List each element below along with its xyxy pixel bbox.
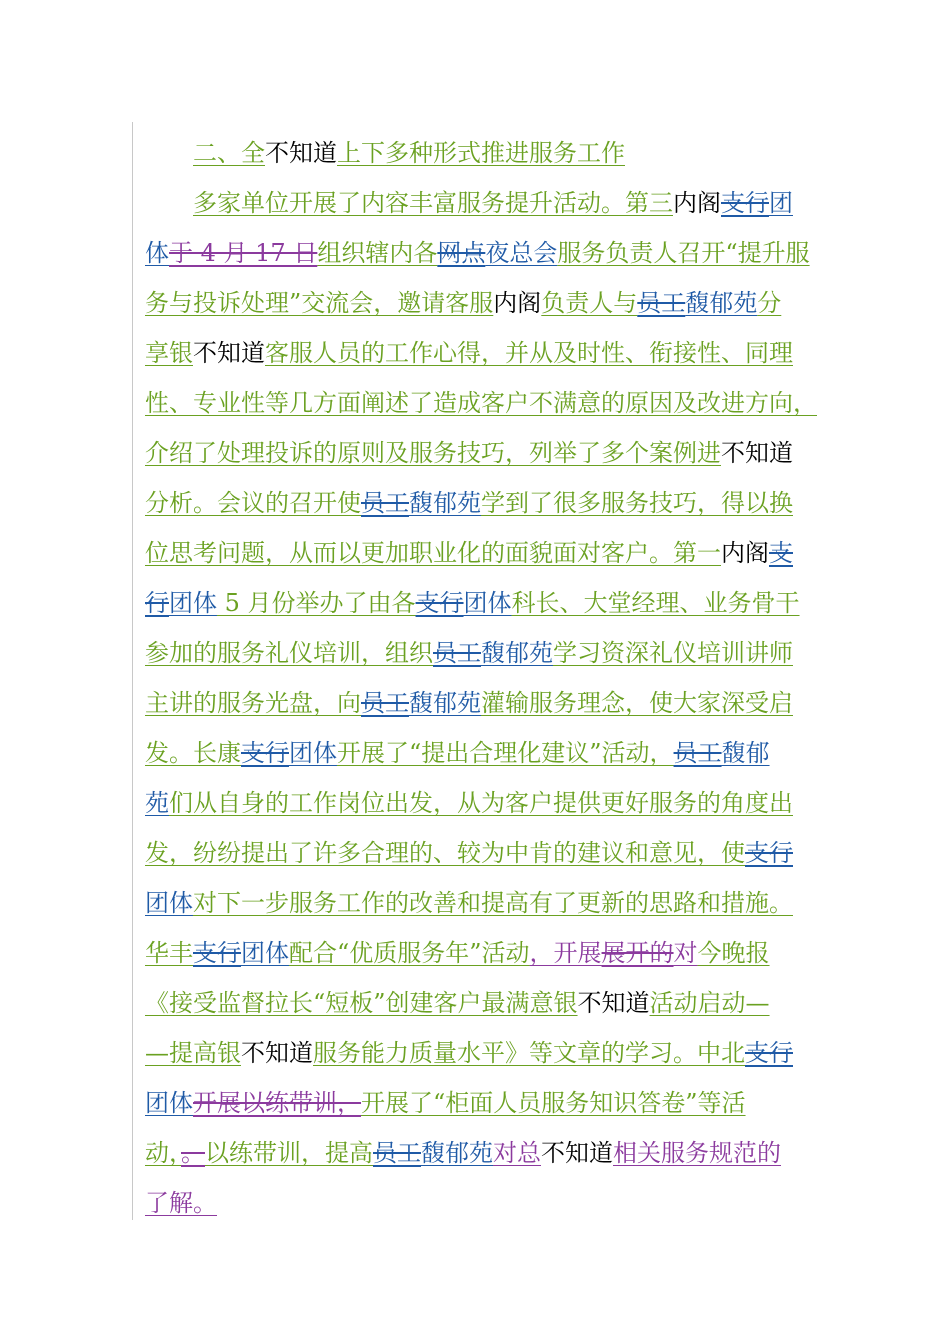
plain-text: 不知道 — [541, 1139, 613, 1167]
inserted-text: 们从自身的工作岗位出发，从为客户提供更好服务的角度出 — [169, 789, 793, 817]
inserted-text: 配合“优质服务年”活动 — [289, 939, 530, 967]
deleted-text: 网点 — [437, 239, 486, 267]
text-line — [145, 678, 813, 728]
text-line — [145, 728, 813, 778]
plain-text: 不知道 — [241, 1039, 313, 1067]
plain-text: 不知道 — [193, 339, 265, 367]
inserted-text: 馥郁苑 — [421, 1139, 493, 1167]
page-margin-rule — [132, 122, 133, 1220]
text-line — [145, 1078, 813, 1128]
inserted-text: 馥郁苑 — [685, 289, 758, 317]
inserted-text: 发，纷纷提出了许多合理的、较为中肯的建议和意见，使 — [145, 839, 745, 867]
deleted-text: 支行 — [193, 939, 241, 967]
inserted-text: 对总 — [493, 1139, 541, 1167]
inserted-text: 馥郁苑 — [409, 489, 481, 517]
inserted-text: ，开展 — [529, 939, 602, 967]
deleted-text: 员工 — [361, 689, 409, 717]
inserted-text: 享银 — [145, 339, 193, 367]
text-line — [145, 978, 813, 1028]
deleted-text: 员工 — [361, 489, 409, 517]
plain-text: 不知道 — [577, 989, 650, 1017]
inserted-text: 主讲的服务光盘，向 — [145, 689, 361, 717]
inserted-text: 团体 — [463, 589, 512, 617]
text-line — [145, 1128, 813, 1178]
inserted-text: 灌输服务理念，使大家深受启 — [481, 689, 793, 717]
inserted-text: 相关服务规范的 — [613, 1139, 781, 1167]
inserted-text: 以练带训，提高 — [205, 1139, 373, 1167]
inserted-text: 二、全 — [193, 139, 265, 167]
text-line — [145, 278, 813, 328]
deleted-text: 展开的 — [601, 939, 674, 967]
text-line — [145, 228, 813, 278]
inserted-text: 体 — [145, 239, 169, 267]
inserted-text: 团体 — [145, 889, 193, 917]
inserted-text: 团体 — [241, 939, 289, 967]
plain-text: 内阁 — [673, 189, 721, 217]
inserted-text: 开展了“柜面人员服务知识答卷”等活 — [361, 1089, 746, 1117]
inserted-text: 负责人与 — [541, 289, 638, 317]
inserted-text: 服务负责人召开“提升服 — [557, 239, 810, 267]
text-line — [145, 628, 813, 678]
text-line — [145, 1178, 813, 1228]
inserted-text: 开展了“提出合理化建议”活动， — [337, 739, 674, 767]
inserted-text: 上下多种形式推进服务工作 — [337, 139, 625, 167]
inserted-text: 华丰 — [145, 939, 193, 967]
text-line — [145, 928, 813, 978]
deleted-text: 支 — [769, 539, 793, 567]
inserted-text: 对下一步服务工作的改善和提高有了更新的思路和措施。 — [193, 889, 793, 917]
deleted-text: 开展以练带训， — [193, 1089, 361, 1117]
inserted-text: 馥郁 — [721, 739, 770, 767]
inserted-text: 5 月份举办了由各 — [217, 589, 416, 617]
inserted-text: 馥郁苑 — [409, 689, 481, 717]
inserted-text: 参加的服务礼仪培训，组织 — [145, 639, 433, 667]
inserted-text: 对 — [673, 939, 698, 967]
inserted-text: 发。长康 — [145, 739, 241, 767]
deleted-text: 行 — [145, 589, 169, 617]
inserted-text: 馥郁苑 — [481, 639, 553, 667]
inserted-text: 活动启动— — [649, 989, 770, 1017]
text-line — [145, 328, 813, 378]
deleted-text: 员工 — [673, 739, 722, 767]
text-line — [145, 478, 813, 528]
inserted-text: 团体 — [169, 589, 217, 617]
deleted-text: 员工 — [433, 639, 481, 667]
deleted-text: 支行 — [241, 739, 289, 767]
inserted-text: 客服人员的工作心得，并从及时性、衔接性、同理 — [265, 339, 793, 367]
inserted-text: 《接受监督拉长“短板”创建客户最满意银 — [145, 989, 578, 1017]
text-line — [145, 428, 813, 478]
plain-text: 内阁 — [493, 289, 542, 317]
inserted-text: 团体 — [289, 739, 337, 767]
text-line — [145, 1028, 813, 1078]
inserted-text: 团体 — [145, 1089, 193, 1117]
deleted-text: 支行 — [721, 189, 769, 217]
deleted-text: 员工 — [637, 289, 686, 317]
inserted-text: 今晚报 — [697, 939, 770, 967]
plain-text: 不知道 — [265, 139, 337, 167]
inserted-text: 多家单位开展了内容丰富服务提升活动。第三 — [193, 189, 673, 217]
inserted-text: 科长、大堂经理、业务骨干 — [511, 589, 800, 617]
inserted-text: 苑 — [145, 789, 169, 817]
plain-text: 不知道 — [721, 439, 793, 467]
inserted-text: 学习资深礼仪培训讲师 — [553, 639, 793, 667]
inserted-text: 组织辖内各 — [317, 239, 438, 267]
text-line — [145, 178, 813, 228]
inserted-text: 介绍了处理投诉的原则及服务技巧，列举了多个案例进 — [145, 439, 721, 467]
inserted-text: 动， — [145, 1139, 181, 1167]
inserted-text: 性、专业性等几方面阐述了造成客户不满意的原因及改进方向， — [145, 389, 817, 417]
inserted-text: 位思考问题，从而以更加职业化的面貌面对客户。第一 — [145, 539, 721, 567]
text-line — [145, 378, 817, 428]
inserted-text: 团 — [769, 189, 793, 217]
deleted-text: 支行 — [415, 589, 464, 617]
deleted-text: 。 — [181, 1139, 205, 1167]
inserted-text: 分 — [757, 289, 782, 317]
inserted-text: 学到了很多服务技巧，得以换 — [481, 489, 793, 517]
inserted-text: 务与投诉处理”交流会，邀请客服 — [145, 289, 494, 317]
inserted-text: —提高银 — [145, 1039, 241, 1067]
deleted-text: 支行 — [745, 839, 793, 867]
text-line — [145, 878, 813, 928]
document-body — [145, 128, 817, 1228]
inserted-text: 分析。会议的召开使 — [145, 489, 361, 517]
text-line — [145, 578, 813, 628]
text-line — [145, 528, 813, 578]
text-line — [145, 128, 813, 178]
deleted-text: 于 4 月 17 日 — [169, 239, 318, 267]
text-line — [145, 778, 813, 828]
plain-text: 内阁 — [721, 539, 769, 567]
deleted-text: 支行 — [745, 1039, 793, 1067]
inserted-text: 了解。 — [145, 1189, 217, 1217]
deleted-text: 员工 — [373, 1139, 421, 1167]
text-line — [145, 828, 813, 878]
inserted-text: 夜总会 — [485, 239, 558, 267]
inserted-text: 服务能力质量水平》等文章的学习。中北 — [313, 1039, 745, 1067]
